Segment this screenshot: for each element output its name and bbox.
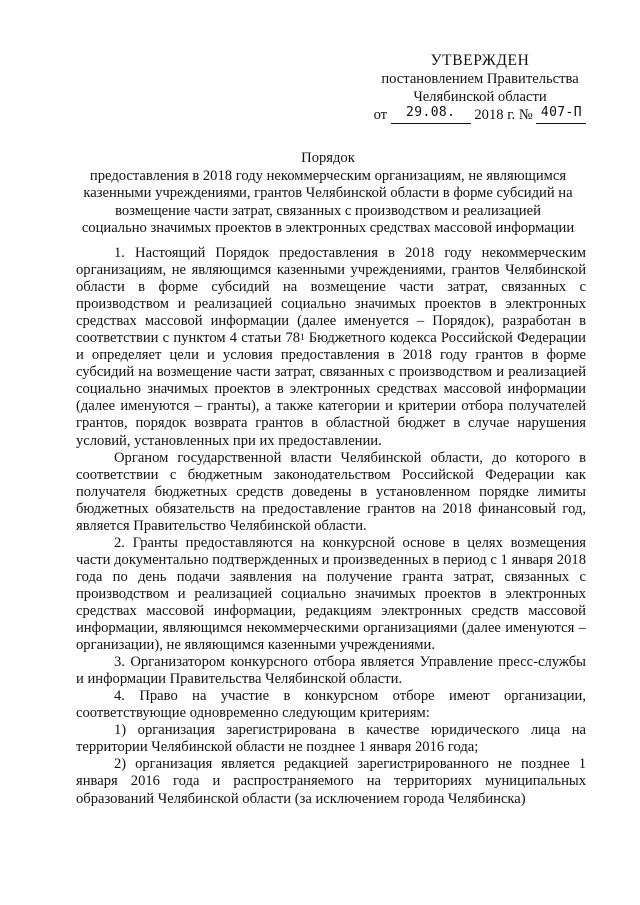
document-body [76, 245, 586, 808]
superscript: 1 [300, 332, 305, 343]
paragraph-2: Органом государственной власти Челябинской области, до которого в соответствии с бюджетным законодательством Российской Федерации как получателя бюджетных средств доведены в установленном порядке лимиты бюджетных обязательств на предоставление грантов на 2018 финансовый год, является Правительство Челябинской области. [76, 449, 586, 534]
date-value: 29.08. [406, 105, 456, 120]
paragraph-5: 4. Право на участие в конкурсном отборе имеют организации, соответствующие одновременно следующим критериям: [76, 688, 586, 722]
paragraph-4: 3. Организатором конкурсного отбора является Управление пресс-службы и информации Правительства Челябинской области. [76, 654, 586, 688]
from-label: от [373, 107, 388, 123]
title-line-1: предоставления в 2018 году некоммерческим организациям, не являющимся [89, 167, 567, 184]
paragraph-1: 1. Настоящий Порядок предоставления в 2018 году некоммерческим организациям, не являющимся казенными учреждениями, грантов Челябинской области в форме субсидий на возмещение части затрат, связанных с производством и реализацией социально значимых проектов в электронных средствах массовой информации (далее именуется – Порядок), разработан в соответствии с пунктом 4 статьи $78^1$ Бюджетного кодекса Российской Федерации и определяет цели и условия предоставления в 2018 году грантов в форме субсидий на возмещение части затрат, связанных с производством и реализацией социально значимых проектов в электронных средствах массовой информации (далее именуются – гранты), а также категории и критерии отбора получателей грантов, порядок возврата грантов в областной бюджет в случае нарушения условий, установленных при их предоставлении. [76, 245, 586, 449]
title-line-3: возмещение части затрат, связанных с производством и реализацией [115, 202, 541, 219]
approval-line-1: постановлением Правительства [381, 71, 579, 87]
title-heading: Порядок [301, 150, 355, 166]
number-blank [536, 105, 586, 124]
paragraph-6: 1) организация зарегистрирована в качестве юридического лица на территории Челябинской области не позднее 1 января 2016 года; [76, 722, 586, 756]
paragraph-3: 2. Гранты предоставляются на конкурсной основе в целях возмещения части документально подтвержденных и произведенных в период с 1 января 2018 года по день подачи заявления на получение гранта затрат, связанных с производством и реализацией социально значимых проектов в электронных средствах массовой информации, редакциям электронных средств массовой информации, являющимся некоммерческими организациями (далее именуются – организации), не являющимся казенными учреждениями. [76, 534, 586, 654]
approval-line-2: Челябинской области [413, 89, 547, 105]
date-blank [391, 105, 471, 124]
paragraph-7: 2) организация является редакцией зарегистрированного не позднее 1 января 2016 года и распространяемого на территориях муниципальных образований Челябинской области (за исключением города Челябинска) [76, 756, 586, 807]
title-line-4: социально значимых проектов в электронных средствах массовой информации [81, 220, 575, 237]
title-line-2: казенными учреждениями, грантов Челябинской области в форме субсидий на [83, 185, 573, 202]
approval-date-line [364, 106, 596, 124]
approval-heading: УТВЕРЖДЕН [430, 52, 530, 69]
approval-stamp [364, 52, 596, 124]
number-value: 407-П [540, 105, 582, 120]
year-label: 2018 г. № [474, 107, 533, 123]
document-title [70, 150, 586, 238]
